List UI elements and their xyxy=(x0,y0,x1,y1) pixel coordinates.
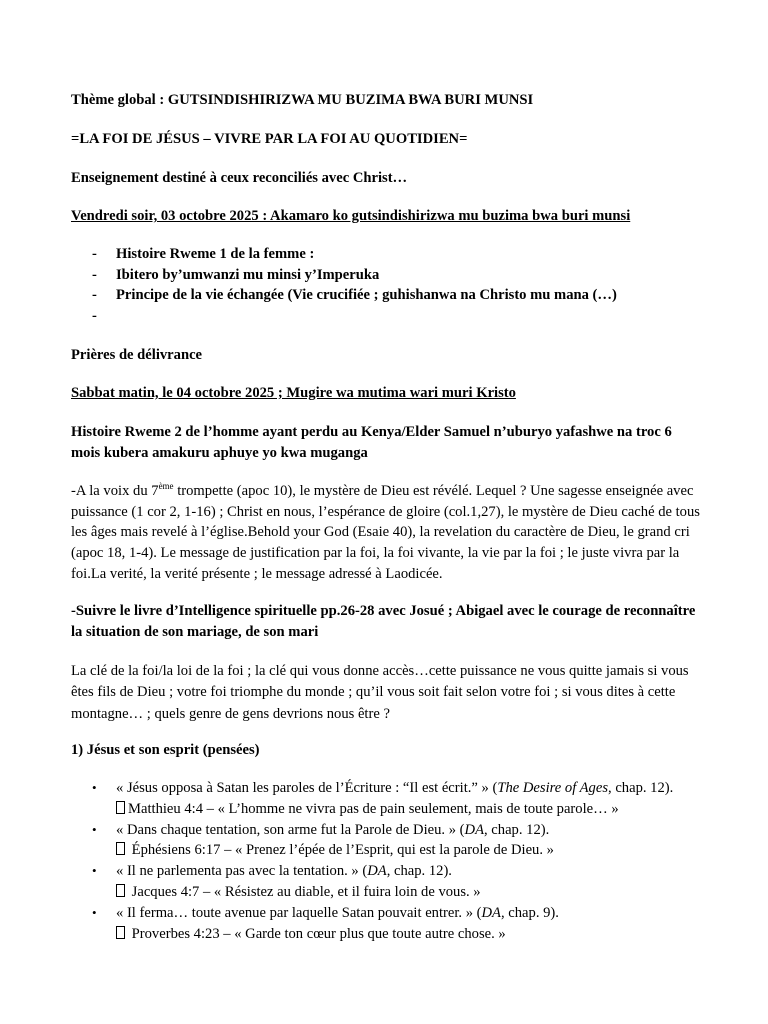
list-item: - Histoire Rweme 1 de la femme : xyxy=(71,244,701,265)
quote-line: « Jésus opposa à Satan les paroles de l’Écriture : “Il est écrit.” » (The Desire of Ages, chap. 12). xyxy=(116,780,674,796)
list-item xyxy=(71,861,701,903)
missing-glyph-icon xyxy=(116,801,125,814)
list-item xyxy=(71,820,701,862)
section-heading-1: 1) Jésus et son esprit (pensées) xyxy=(71,742,260,758)
audience-line: Enseignement destiné à ceux reconciliés avec Christ… xyxy=(71,170,408,186)
missing-glyph-icon xyxy=(116,926,125,939)
bullet-marker: • xyxy=(92,821,97,837)
list-marker: - xyxy=(92,266,97,283)
missing-glyph-icon xyxy=(116,842,125,855)
missing-glyph-icon xyxy=(116,884,125,897)
friday-list xyxy=(71,244,701,326)
list-item: - Principe de la vie échangée (Vie crucifiée ; guhishanwa na Christo mu mana (…) xyxy=(71,285,701,306)
prayers-heading: Prières de délivrance xyxy=(71,347,203,363)
list-item xyxy=(71,778,701,820)
paragraph-trumpet: -A la voix du 7ème trompette (apoc 10), le mystère de Dieu est révélé. Lequel ? Une sagesse enseignée avec puissance (1 cor 2, 1-16) ; Christ en nous, l’espérance de gloire (col.1,27), le mystère de Dieu caché de tous les âges mais revelé à l’église.Behold your God (Esaie 40), la revelation du caractère de Dieu, le grand cri (apoc 18, 1-4). Le message de justification par la foi, la foi vivante, la vie par la foi ; le juste vivra par la foi.La verité, la verité présente ; le message adressé à Laodicée. xyxy=(71,481,700,582)
list-marker: - xyxy=(92,246,97,262)
list-marker: - xyxy=(92,307,97,324)
reference-line: Éphésiens 6:17 – « Prenez l’épée de l’Esprit, qui est la parole de Dieu. » xyxy=(116,840,701,861)
list-marker: - xyxy=(92,287,97,303)
quote-list xyxy=(71,778,701,944)
reference-line: Proverbes 4:23 – « Garde ton cœur plus que toute autre chose. » xyxy=(116,924,701,945)
bullet-marker: • xyxy=(92,863,97,879)
theme-line: Thème global : GUTSINDISHIRIZWA MU BUZIMA BWA BURI MUNSI xyxy=(71,92,534,108)
paragraph-intelligence: -Suivre le livre d’Intelligence spirituelle pp.26-28 avec Josué ; Abigael avec le courage de reconnaître la situation de son mariage, de son mari xyxy=(71,603,696,640)
list-item: - Ibitero by’umwanzi mu minsi y’Imperuka xyxy=(71,265,701,286)
paragraph-faith-key: La clé de la foi/la loi de la foi ; la clé qui vous donne accès…cette puissance ne vous quitte jamais si vous êtes fils de Dieu ; votre foi triomphe du monde ; qu’il vous soit fait selon votre foi ; si vous dites à cette montagne… ; quels genre de gens devrions nous être ? xyxy=(71,663,689,722)
bullet-marker: • xyxy=(92,904,97,920)
story2-paragraph: Histoire Rweme 2 de l’homme ayant perdu au Kenya/Elder Samuel n’uburyo yafashwe na troc 6 mois kubera amakuru aphuye yo kwa muganga xyxy=(71,424,672,461)
friday-heading: Vendredi soir, 03 octobre 2025 : Akamaro ko gutsindishirizwa mu buzima bwa buri munsi xyxy=(71,208,631,224)
reference-line: Matthieu 4:4 – « L’homme ne vivra pas de pain seulement, mais de toute parole… » xyxy=(116,799,701,820)
list-item xyxy=(71,903,701,945)
list-item xyxy=(71,306,701,327)
subtitle: =LA FOI DE JÉSUS – VIVRE PAR LA FOI AU QUOTIDIEN= xyxy=(71,131,468,147)
quote-line: « Il ne parlementa pas avec la tentation. » (DA, chap. 12). xyxy=(116,863,452,880)
quote-line: « Dans chaque tentation, son arme fut la Parole de Dieu. » (DA, chap. 12). xyxy=(116,821,550,838)
sabbath-heading: Sabbat matin, le 04 octobre 2025 ; Mugire wa mutima wari muri Kristo xyxy=(71,385,516,401)
quote-line: « Il ferma… toute avenue par laquelle Satan pouvait entrer. » (DA, chap. 9). xyxy=(116,904,559,921)
bullet-marker: • xyxy=(92,780,97,795)
reference-line: Jacques 4:7 – « Résistez au diable, et il fuira loin de vous. » xyxy=(116,882,701,903)
